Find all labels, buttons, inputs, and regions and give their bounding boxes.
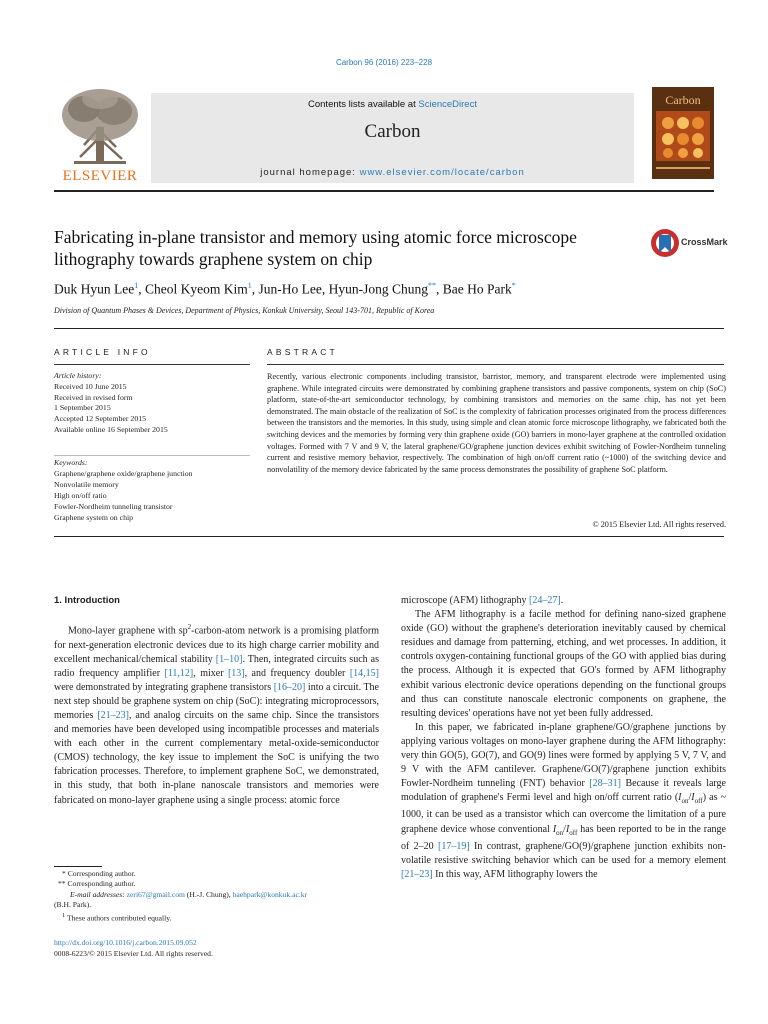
- footnote-rule: [54, 866, 102, 867]
- keyword: Fowler-Nordheim tunneling transistor: [54, 502, 173, 511]
- text-run: .: [560, 595, 564, 606]
- text-run: , and analog circuits on the same chip. Since the transistors and memories have been developed using incompatible processes and materials with each other in the current complementary metal-oxide-semiconductor (CMOS) technology, the key issue to implement the SoC is unifying the two fabrication processes. Therefore, to implement graphene SoC, we demonstrated, in this study, that both in-plane nanoscale transistors and memories were fabricated on mono-layer graphene using a single process: atomic force: [54, 709, 379, 806]
- citation-link[interactable]: [28–31]: [589, 778, 621, 790]
- keyword: High on/off ratio: [54, 491, 107, 500]
- author-name[interactable]: Bae Ho Park: [442, 281, 512, 297]
- citation-link[interactable]: [24–27]: [529, 595, 561, 606]
- email-label: E-mail addresses:: [70, 889, 125, 899]
- doi-link[interactable]: http://dx.doi.org/10.1016/j.carbon.2015.09.052: [54, 938, 197, 947]
- body-paragraph: [401, 594, 726, 608]
- crossmark-icon: [650, 228, 680, 258]
- author-separator: ,: [435, 281, 443, 297]
- email-owner: (H.-J. Chung),: [184, 889, 233, 899]
- keyword: Graphene system on chip: [54, 513, 134, 522]
- footnote-mark: 1: [62, 911, 66, 919]
- homepage-link[interactable]: www.elsevier.com/locate/carbon: [359, 167, 525, 178]
- history-item: Available online 16 September 2015: [54, 424, 168, 434]
- section-heading: 1. Introduction: [54, 595, 120, 606]
- body-right-column: [401, 594, 726, 882]
- journal-info-box: [151, 93, 634, 183]
- author-mark[interactable]: *: [511, 281, 516, 290]
- text-run: . Then, integrated circuits such as radio frequency amplifier: [54, 653, 379, 679]
- crossmark-badge[interactable]: [650, 228, 730, 262]
- email-line: [54, 890, 384, 900]
- body-paragraph: [401, 721, 726, 882]
- publisher-name: ELSEVIER: [62, 168, 138, 184]
- body-left-column: [54, 594, 379, 808]
- text-run: -carbon-atom network is a promising platform for next-generation electronic devices due to its high charge carrier mobility and excellent mechanical/chemical stability: [54, 625, 380, 665]
- text-run: has been reported to be in the range of 2–20: [401, 823, 726, 852]
- citation-link[interactable]: [14,15]: [349, 667, 379, 679]
- abstract-heading: ABSTRACT: [267, 347, 338, 357]
- article-title: Fabricating in-plane transistor and memory using atomic force microscope lithography towards graphene system on chip: [54, 227, 577, 269]
- keyword: Nonvolatile memory: [54, 480, 119, 489]
- tree-icon: [54, 87, 146, 167]
- corresponding-author-note: ** Corresponding author.: [58, 879, 136, 889]
- italic-run: I: [691, 792, 695, 804]
- author-separator: ,: [251, 281, 259, 297]
- abstract-text: Recently, various electronic components including transistor, barristor, memory, and transparent electrode were implemented using graphene. While integrated circuits were demonstrated by combining graphene transistors and passive components, system on chip (SoC) platform, state-of-the-art semiconductor technology, by combining transistors and memories on the same chip, has not yet been demonstrated. The main obstacle of the realization of SoC is the complexity of fabrication processes originated from the process differences between the transistors and the memories. In this study, using simple and clean atomic force microscope lithography, we fabricated both the switching devices and the memories by forming very thin graphene oxide (GO) barriers in mono-layer graphene at the controlled oxidation voltages. Formed with 7 V and 9 V, the lateral graphene/GO/graphene junction devices exhibit switching of Fowler-Nordheim tunneling current and resistive memory behavior, respectively. The combination of high on/off current ratio (~1000) of the switching device and nonvolatility of the memory device fabricated by the same process demonstrates the possibility of graphene SoC platform.: [267, 372, 726, 474]
- doi-block: [54, 937, 384, 959]
- divider: [54, 536, 724, 537]
- subscript: on: [556, 828, 564, 837]
- keywords-label: Keywords:: [54, 458, 88, 467]
- homepage-line: [151, 167, 634, 178]
- italic-run: I: [565, 823, 570, 835]
- text-run: , mixer: [193, 667, 228, 679]
- author-list: [54, 281, 516, 298]
- text-run: In this paper, we fabricated in-plane graphene/GO/graphene junctions by applying various voltages on mono-layer graphene during the AFM lithography: very thin GO(5), GO(7), and GO(9) lines were formed by applying 5 V, 7 V, and 9 V with the AFM cantilever. Graphene/GO(7)/graphene junction exhibits Fowler-Nordheim tunneling (FNT) behavior: [401, 721, 726, 790]
- author-name[interactable]: Jun-Ho Lee: [258, 281, 322, 297]
- footnotes: [54, 869, 384, 924]
- citation-link[interactable]: [1–10]: [215, 653, 243, 665]
- affiliation: Division of Quantum Phases & Devices, Department of Physics, Konkuk University, Seoul 143-701, Republic of Korea: [54, 306, 435, 315]
- crossmark-label: CrossMark: [681, 237, 728, 247]
- subscript: off: [569, 828, 578, 837]
- divider: [54, 455, 250, 456]
- article-info-heading: ARTICLE INFO: [54, 347, 151, 357]
- elsevier-logo[interactable]: [54, 87, 146, 189]
- header-rule: [54, 190, 714, 192]
- italic-run: I: [552, 823, 557, 835]
- homepage-prefix: journal homepage:: [260, 167, 360, 178]
- citation-link[interactable]: [13]: [227, 667, 245, 679]
- divider: [54, 364, 250, 365]
- divider: [267, 364, 724, 365]
- citation-link[interactable]: [11,12]: [164, 667, 194, 679]
- author-name[interactable]: Duk Hyun Lee: [54, 281, 135, 297]
- divider: [54, 328, 724, 329]
- text-run: In this way, AFM lithography lowers the: [432, 868, 598, 880]
- text-run: microscope (AFM) lithography: [401, 595, 530, 606]
- body-paragraph: [54, 620, 379, 808]
- citation-link[interactable]: [17–19]: [438, 840, 470, 852]
- citation-link[interactable]: [21–23]: [401, 868, 433, 880]
- equal-contribution-note: [54, 911, 384, 924]
- issn-line: 0008-6223/© 2015 Elsevier Ltd. All rights reserved.: [54, 949, 213, 958]
- history-item: Received in revised form: [54, 392, 133, 402]
- contents-prefix: Contents lists available at: [308, 99, 419, 110]
- abstract-copyright: © 2015 Elsevier Ltd. All rights reserved.: [592, 520, 726, 529]
- equal-contribution-text: These authors contributed equally.: [66, 913, 172, 923]
- history-label: Article history:: [54, 371, 102, 380]
- email-link[interactable]: zeri67@gmail.com: [126, 889, 185, 899]
- text-run: ) as ~ 1000, it can be used as a transistor which can overcome the limitation of a pure graphene device whose conventional: [401, 792, 726, 835]
- contents-line: [151, 99, 634, 110]
- subscript: on: [681, 797, 689, 806]
- text-run: /: [563, 823, 566, 835]
- author-separator: ,: [138, 281, 145, 297]
- citation-link[interactable]: [16–20]: [273, 681, 306, 693]
- journal-cover-image[interactable]: [652, 87, 714, 179]
- author-name[interactable]: Cheol Kyeom Kim: [144, 281, 248, 297]
- author-mark[interactable]: 1: [247, 281, 252, 290]
- keyword: Graphene/graphene oxide/graphene junction: [54, 469, 193, 478]
- journal-citation[interactable]: Carbon 96 (2016) 223–228: [335, 58, 433, 67]
- text-run: , and frequency doubler: [244, 667, 350, 679]
- citation-link[interactable]: [21–23]: [97, 709, 129, 721]
- journal-header: [54, 87, 714, 189]
- subscript: off: [694, 797, 703, 806]
- author-mark[interactable]: 1: [134, 281, 139, 290]
- superscript: 2: [187, 623, 192, 632]
- text-run: In contrast, graphene/GO(9)/graphene junction exhibits non-volatile resistive switching behavior which can be used for a memory element: [401, 840, 726, 866]
- text-run: Because it reveals large modulation of graphene's Fermi level and high on/off current ratio (: [401, 778, 726, 804]
- text-run: into a circuit. The next step should be graphene system on chip (SoC): integrating microprocessors, memories: [54, 681, 379, 721]
- journal-name: Carbon: [364, 121, 421, 142]
- history-item: 1 September 2015: [54, 403, 111, 413]
- author-name[interactable]: Hyun-Jong Chung: [328, 281, 428, 297]
- cover-title: Carbon: [665, 93, 701, 107]
- keywords: [54, 457, 250, 523]
- sciencedirect-link[interactable]: ScienceDirect: [418, 99, 477, 110]
- italic-run: I: [678, 792, 682, 804]
- body-paragraph: The AFM lithography is a facile method for defining nano-sized graphene oxide (GO) without the graphene's deterioration inevitably caused by chemical residues and damage from patterning, etching, and wet processes. In addition, it controls oxygen-containing functional groups of the GO with applied bias during the process. Although it is expected that GO's formed by AFM lithography exhibit various electronic device operations depending on the functional groups and thus can constitute nanoscale electronic components on graphene, the resulting devices' operations have not yet been fully addressed.: [401, 609, 726, 719]
- text-run: /: [688, 792, 692, 804]
- history-item: Received 10 June 2015: [54, 381, 127, 391]
- text-run: Mono-layer graphene with sp: [68, 625, 188, 637]
- author-separator: ,: [321, 281, 329, 297]
- article-history: [54, 371, 250, 436]
- email-owner: (B.H. Park).: [54, 900, 92, 910]
- email-link[interactable]: baehpark@konkuk.ac.kr: [232, 889, 308, 899]
- corresponding-author-note: * Corresponding author.: [62, 869, 136, 878]
- author-mark[interactable]: **: [427, 281, 436, 290]
- text-run: were demonstrated by integrating graphene transistors: [54, 681, 274, 693]
- history-item: Accepted 12 September 2015: [54, 414, 147, 424]
